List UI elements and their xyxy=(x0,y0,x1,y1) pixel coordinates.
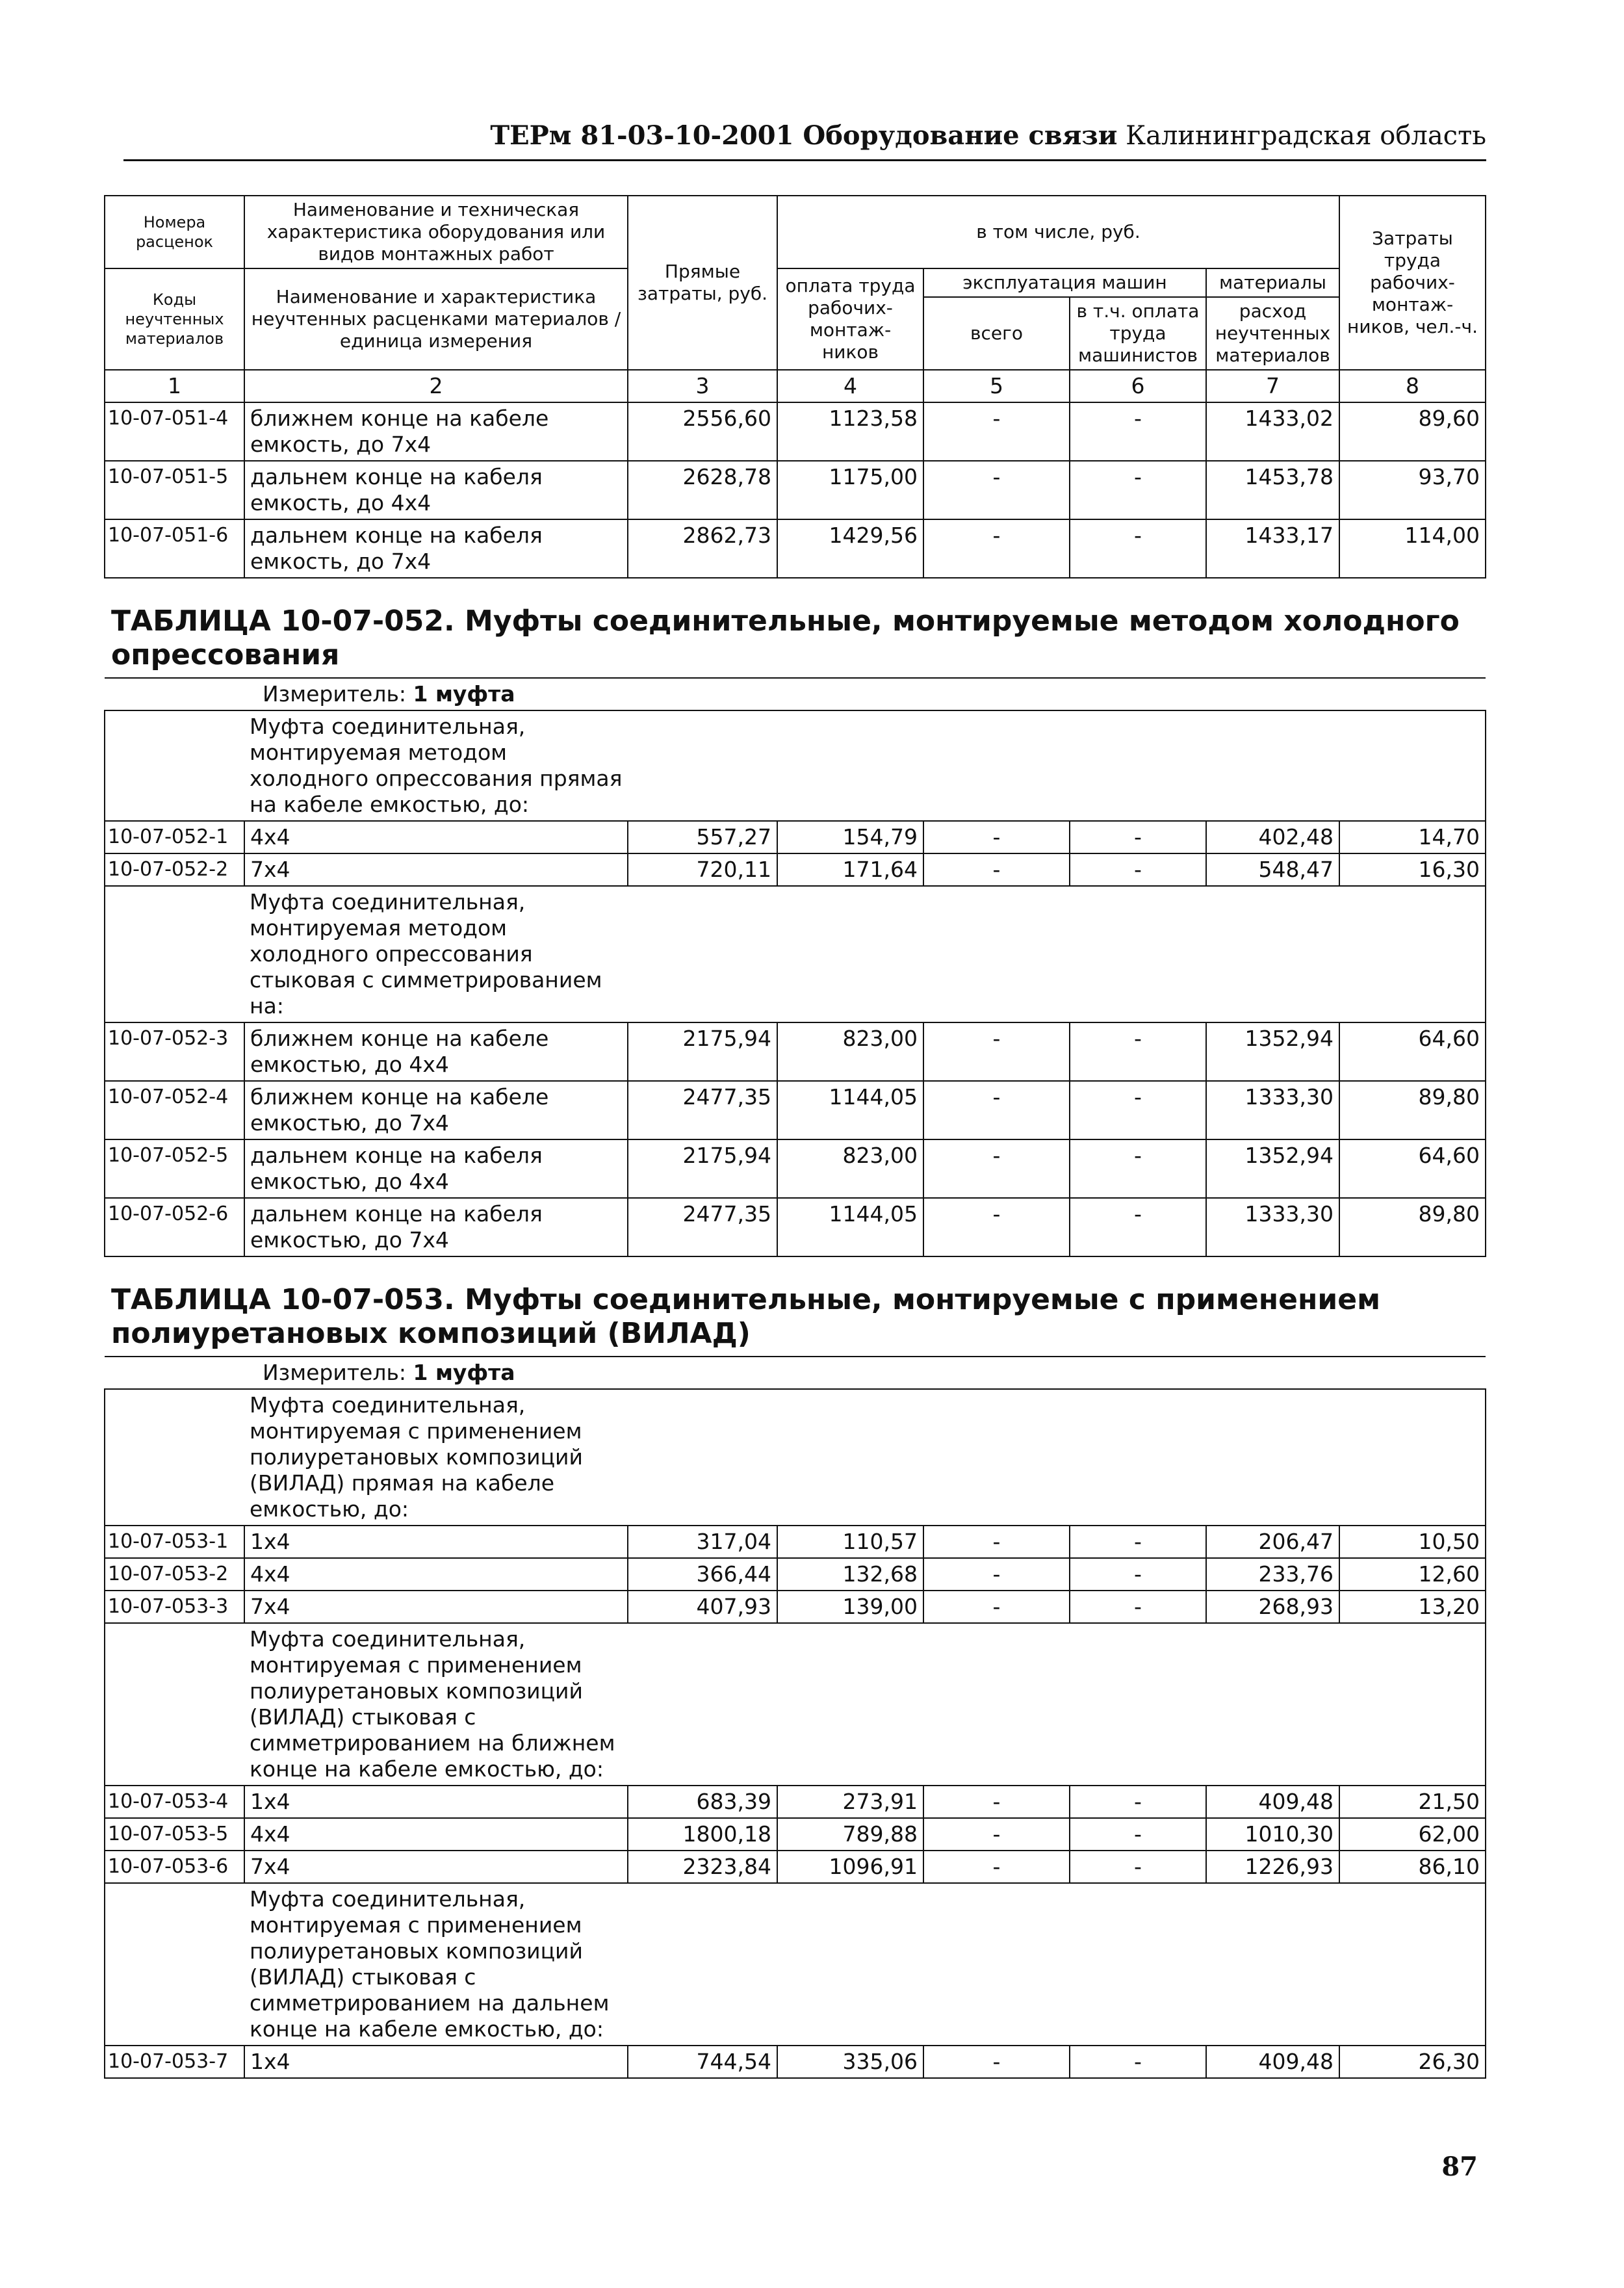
cell-machines: - xyxy=(923,2046,1070,2078)
cell-direct: 2477,35 xyxy=(628,1081,777,1139)
cell-hours: 62,00 xyxy=(1339,1818,1486,1851)
cell-name: дальнем конце на кабеля емкостью, до 4х4 xyxy=(244,1139,628,1198)
cell-operators: - xyxy=(1070,519,1206,578)
measure-cell xyxy=(105,1357,1486,1389)
table-row xyxy=(105,1558,1486,1591)
cell-direct: 407,93 xyxy=(628,1591,777,1623)
cell-name: 1х4 xyxy=(244,1786,628,1818)
empty-cell xyxy=(105,710,244,821)
cell-direct: 2628,78 xyxy=(628,461,777,519)
cell-code: 10-07-053-6 xyxy=(105,1851,244,1883)
colnum: 5 xyxy=(923,370,1070,402)
cell-code: 10-07-051-5 xyxy=(105,461,244,519)
cell-operators: - xyxy=(1070,1198,1206,1256)
cell-labor: 1144,05 xyxy=(777,1198,923,1256)
cell-code: 10-07-053-3 xyxy=(105,1591,244,1623)
cell-direct: 720,11 xyxy=(628,853,777,886)
cell-hours: 13,20 xyxy=(1339,1591,1486,1623)
head-name: Наименование и техническая характеристика оборудования или видов монтажных работ xyxy=(244,196,628,268)
cell-materials: 548,47 xyxy=(1206,853,1339,886)
cell-code: 10-07-053-2 xyxy=(105,1558,244,1591)
cell-name: 1х4 xyxy=(244,2046,628,2078)
cell-materials: 1010,30 xyxy=(1206,1818,1339,1851)
cell-name: 4х4 xyxy=(244,1818,628,1851)
cell-hours: 64,60 xyxy=(1339,1139,1486,1198)
cell-code: 10-07-052-3 xyxy=(105,1022,244,1081)
cell-direct: 744,54 xyxy=(628,2046,777,2078)
cell-direct: 2477,35 xyxy=(628,1198,777,1256)
cell-direct: 366,44 xyxy=(628,1558,777,1591)
measure-label: Измеритель: xyxy=(263,1360,413,1385)
head-codes: Номера расценок xyxy=(105,196,244,268)
rates-table xyxy=(104,195,1486,2079)
cell-materials: 1226,93 xyxy=(1206,1851,1339,1883)
cell-code: 10-07-052-4 xyxy=(105,1081,244,1139)
cell-materials: 1453,78 xyxy=(1206,461,1339,519)
table-row xyxy=(105,821,1486,853)
cell-direct: 2862,73 xyxy=(628,519,777,578)
table-head-row-1 xyxy=(105,196,1486,268)
cell-materials: 409,48 xyxy=(1206,1786,1339,1818)
cell-hours: 89,80 xyxy=(1339,1198,1486,1256)
cell-labor: 823,00 xyxy=(777,1139,923,1198)
colnum: 1 xyxy=(105,370,244,402)
table-row xyxy=(105,2046,1486,2078)
empty-cell xyxy=(105,1623,244,1786)
cell-materials: 1333,30 xyxy=(1206,1198,1339,1256)
group-description-row xyxy=(105,1623,1486,1786)
colnum: 7 xyxy=(1206,370,1339,402)
cell-materials: 402,48 xyxy=(1206,821,1339,853)
cell-labor: 132,68 xyxy=(777,1558,923,1591)
cell-name: 7х4 xyxy=(244,1591,628,1623)
group-description-row xyxy=(105,1883,1486,2046)
group-description-row xyxy=(105,1389,1486,1526)
cell-hours: 114,00 xyxy=(1339,519,1486,578)
cell-name: 1х4 xyxy=(244,1526,628,1558)
cell-operators: - xyxy=(1070,1591,1206,1623)
empty-cell xyxy=(628,1883,1486,2046)
cell-labor: 1429,56 xyxy=(777,519,923,578)
table-row xyxy=(105,1139,1486,1198)
table-row xyxy=(105,1818,1486,1851)
cell-operators: - xyxy=(1070,2046,1206,2078)
cell-labor: 1096,91 xyxy=(777,1851,923,1883)
cell-operators: - xyxy=(1070,1818,1206,1851)
cell-materials: 206,47 xyxy=(1206,1526,1339,1558)
head-direct: Прямые затраты, руб. xyxy=(628,196,777,370)
cell-hours: 64,60 xyxy=(1339,1022,1486,1081)
group-description: Муфта соединительная, монтируемая методом холодного опрессования прямая на кабеле емкостью, до: xyxy=(244,710,628,821)
cell-labor: 154,79 xyxy=(777,821,923,853)
colnum: 6 xyxy=(1070,370,1206,402)
measure-label: Измеритель: xyxy=(263,681,413,707)
cell-operators: - xyxy=(1070,402,1206,461)
table-row xyxy=(105,519,1486,578)
cell-materials: 1352,94 xyxy=(1206,1022,1339,1081)
colnum: 3 xyxy=(628,370,777,402)
cell-machines: - xyxy=(923,1526,1070,1558)
running-header xyxy=(490,120,1486,151)
table-row xyxy=(105,1081,1486,1139)
head-hours: Затраты труда рабочих-монтаж-ников, чел.-ч. xyxy=(1339,196,1486,370)
cell-name: 4х4 xyxy=(244,821,628,853)
cell-labor: 1123,58 xyxy=(777,402,923,461)
cell-hours: 93,70 xyxy=(1339,461,1486,519)
cell-direct: 2323,84 xyxy=(628,1851,777,1883)
table-row xyxy=(105,853,1486,886)
cell-machines: - xyxy=(923,519,1070,578)
cell-labor: 171,64 xyxy=(777,853,923,886)
empty-cell xyxy=(105,1389,244,1526)
cell-machines: - xyxy=(923,1139,1070,1198)
cell-labor: 335,06 xyxy=(777,2046,923,2078)
cell-code: 10-07-052-1 xyxy=(105,821,244,853)
cell-direct: 2175,94 xyxy=(628,1022,777,1081)
cell-code: 10-07-052-2 xyxy=(105,853,244,886)
cell-name: ближнем конце на кабеле емкостью, до 7х4 xyxy=(244,1081,628,1139)
cell-materials: 1433,02 xyxy=(1206,402,1339,461)
measure-row xyxy=(105,678,1486,710)
measure-cell xyxy=(105,678,1486,710)
head-materials-use: расход неучтенных материалов xyxy=(1206,297,1339,370)
group-description: Муфта соединительная, монтируемая с применением полиуретановых композиций (ВИЛАД) прямая на кабеле емкостью, до: xyxy=(244,1389,628,1526)
group-description: Муфта соединительная, монтируемая методом холодного опрессования стыковая с симметрированием на: xyxy=(244,886,628,1022)
cell-code: 10-07-053-5 xyxy=(105,1818,244,1851)
head-material-name: Наименование и характеристика неучтенных расценками материалов / единица измерения xyxy=(244,268,628,370)
cell-operators: - xyxy=(1070,1851,1206,1883)
cell-code: 10-07-052-5 xyxy=(105,1139,244,1198)
cell-operators: - xyxy=(1070,1139,1206,1198)
cell-operators: - xyxy=(1070,461,1206,519)
cell-name: ближнем конце на кабеле емкость, до 7х4 xyxy=(244,402,628,461)
empty-cell xyxy=(628,1623,1486,1786)
cell-direct: 2175,94 xyxy=(628,1139,777,1198)
measure-value: 1 муфта xyxy=(413,1360,515,1385)
cell-labor: 789,88 xyxy=(777,1818,923,1851)
measure-row xyxy=(105,1357,1486,1389)
section-title-cell xyxy=(105,578,1486,678)
measure-unit xyxy=(110,1360,1480,1386)
cell-name: ближнем конце на кабеле емкостью, до 4х4 xyxy=(244,1022,628,1081)
group-description: Муфта соединительная, монтируемая с применением полиуретановых композиций (ВИЛАД) стыковая с симметрированием на ближнем конце на кабеле емкостью, до: xyxy=(244,1623,628,1786)
empty-cell xyxy=(628,1389,1486,1526)
section-title: ТАБЛИЦА 10-07-053. Муфты соединительные, монтируемые с применением полиуретановых композиций (ВИЛАД) xyxy=(111,1283,1381,1350)
head-materials: материалы xyxy=(1206,268,1339,297)
cell-materials: 1433,17 xyxy=(1206,519,1339,578)
group-description-row xyxy=(105,886,1486,1022)
head-operators: в т.ч. оплата труда машинистов xyxy=(1070,297,1206,370)
cell-name: 7х4 xyxy=(244,1851,628,1883)
table-row xyxy=(105,402,1486,461)
table-head-row-2 xyxy=(105,268,1486,297)
head-material-codes: Коды неучтенных материалов xyxy=(105,268,244,370)
head-machines-total: всего xyxy=(923,297,1070,370)
cell-name: 4х4 xyxy=(244,1558,628,1591)
cell-materials: 1352,94 xyxy=(1206,1139,1339,1198)
column-numbers-row xyxy=(105,370,1486,402)
header-title-bold: ТЕРм 81-03-10-2001 Оборудование связи xyxy=(490,120,1118,151)
cell-materials: 268,93 xyxy=(1206,1591,1339,1623)
table-row xyxy=(105,461,1486,519)
cell-direct: 317,04 xyxy=(628,1526,777,1558)
cell-hours: 89,80 xyxy=(1339,1081,1486,1139)
cell-machines: - xyxy=(923,402,1070,461)
section-title-row xyxy=(105,1256,1486,1357)
cell-hours: 12,60 xyxy=(1339,1558,1486,1591)
empty-cell xyxy=(628,886,1486,1022)
cell-machines: - xyxy=(923,1198,1070,1256)
cell-name: дальнем конце на кабеля емкость, до 4х4 xyxy=(244,461,628,519)
page-number: 87 xyxy=(1441,2152,1478,2182)
cell-direct: 2556,60 xyxy=(628,402,777,461)
colnum: 8 xyxy=(1339,370,1486,402)
cell-machines: - xyxy=(923,1786,1070,1818)
cell-machines: - xyxy=(923,1591,1070,1623)
cell-direct: 1800,18 xyxy=(628,1818,777,1851)
cell-operators: - xyxy=(1070,1786,1206,1818)
empty-cell xyxy=(628,710,1486,821)
section-title-row xyxy=(105,578,1486,678)
cell-labor: 273,91 xyxy=(777,1786,923,1818)
cell-name: дальнем конце на кабеля емкость, до 7х4 xyxy=(244,519,628,578)
cell-hours: 21,50 xyxy=(1339,1786,1486,1818)
rates-table-body xyxy=(105,196,1486,2078)
cell-hours: 86,10 xyxy=(1339,1851,1486,1883)
table-row xyxy=(105,1786,1486,1818)
head-labor: оплата труда рабочих-монтаж-ников xyxy=(777,268,923,370)
cell-machines: - xyxy=(923,853,1070,886)
cell-machines: - xyxy=(923,461,1070,519)
table-row xyxy=(105,1198,1486,1256)
empty-cell xyxy=(105,1883,244,2046)
cell-materials: 233,76 xyxy=(1206,1558,1339,1591)
cell-code: 10-07-052-6 xyxy=(105,1198,244,1256)
cell-direct: 683,39 xyxy=(628,1786,777,1818)
cell-labor: 1144,05 xyxy=(777,1081,923,1139)
cell-materials: 409,48 xyxy=(1206,2046,1339,2078)
cell-labor: 823,00 xyxy=(777,1022,923,1081)
cell-materials: 1333,30 xyxy=(1206,1081,1339,1139)
head-incl: в том числе, руб. xyxy=(777,196,1339,268)
cell-hours: 10,50 xyxy=(1339,1526,1486,1558)
cell-operators: - xyxy=(1070,853,1206,886)
table-row xyxy=(105,1526,1486,1558)
header-rule xyxy=(123,159,1486,161)
measure-unit xyxy=(110,681,1480,707)
section-title: ТАБЛИЦА 10-07-052. Муфты соединительные, монтируемые методом холодного опрессования xyxy=(111,604,1460,671)
cell-operators: - xyxy=(1070,1558,1206,1591)
colnum: 2 xyxy=(244,370,628,402)
measure-value: 1 муфта xyxy=(413,681,515,707)
cell-machines: - xyxy=(923,1081,1070,1139)
cell-labor: 139,00 xyxy=(777,1591,923,1623)
cell-machines: - xyxy=(923,821,1070,853)
cell-direct: 557,27 xyxy=(628,821,777,853)
section-title-cell xyxy=(105,1256,1486,1357)
cell-code: 10-07-053-7 xyxy=(105,2046,244,2078)
cell-hours: 14,70 xyxy=(1339,821,1486,853)
cell-operators: - xyxy=(1070,1526,1206,1558)
cell-machines: - xyxy=(923,1851,1070,1883)
cell-operators: - xyxy=(1070,1081,1206,1139)
colnum: 4 xyxy=(777,370,923,402)
table-row xyxy=(105,1022,1486,1081)
cell-operators: - xyxy=(1070,1022,1206,1081)
table-row xyxy=(105,1591,1486,1623)
cell-machines: - xyxy=(923,1818,1070,1851)
cell-machines: - xyxy=(923,1558,1070,1591)
cell-machines: - xyxy=(923,1022,1070,1081)
head-machines: эксплуатация машин xyxy=(923,268,1206,297)
cell-labor: 1175,00 xyxy=(777,461,923,519)
cell-operators: - xyxy=(1070,821,1206,853)
empty-cell xyxy=(105,886,244,1022)
cell-hours: 26,30 xyxy=(1339,2046,1486,2078)
cell-hours: 16,30 xyxy=(1339,853,1486,886)
cell-labor: 110,57 xyxy=(777,1526,923,1558)
cell-name: дальнем конце на кабеля емкостью, до 7х4 xyxy=(244,1198,628,1256)
header-title-regular: Калининградская область xyxy=(1117,121,1486,151)
cell-code: 10-07-053-1 xyxy=(105,1526,244,1558)
cell-hours: 89,60 xyxy=(1339,402,1486,461)
cell-code: 10-07-051-6 xyxy=(105,519,244,578)
group-description: Муфта соединительная, монтируемая с применением полиуретановых композиций (ВИЛАД) стыковая с симметрированием на дальнем конце на кабеле емкостью, до: xyxy=(244,1883,628,2046)
cell-name: 7х4 xyxy=(244,853,628,886)
group-description-row xyxy=(105,710,1486,821)
cell-code: 10-07-053-4 xyxy=(105,1786,244,1818)
table-row xyxy=(105,1851,1486,1883)
cell-code: 10-07-051-4 xyxy=(105,402,244,461)
